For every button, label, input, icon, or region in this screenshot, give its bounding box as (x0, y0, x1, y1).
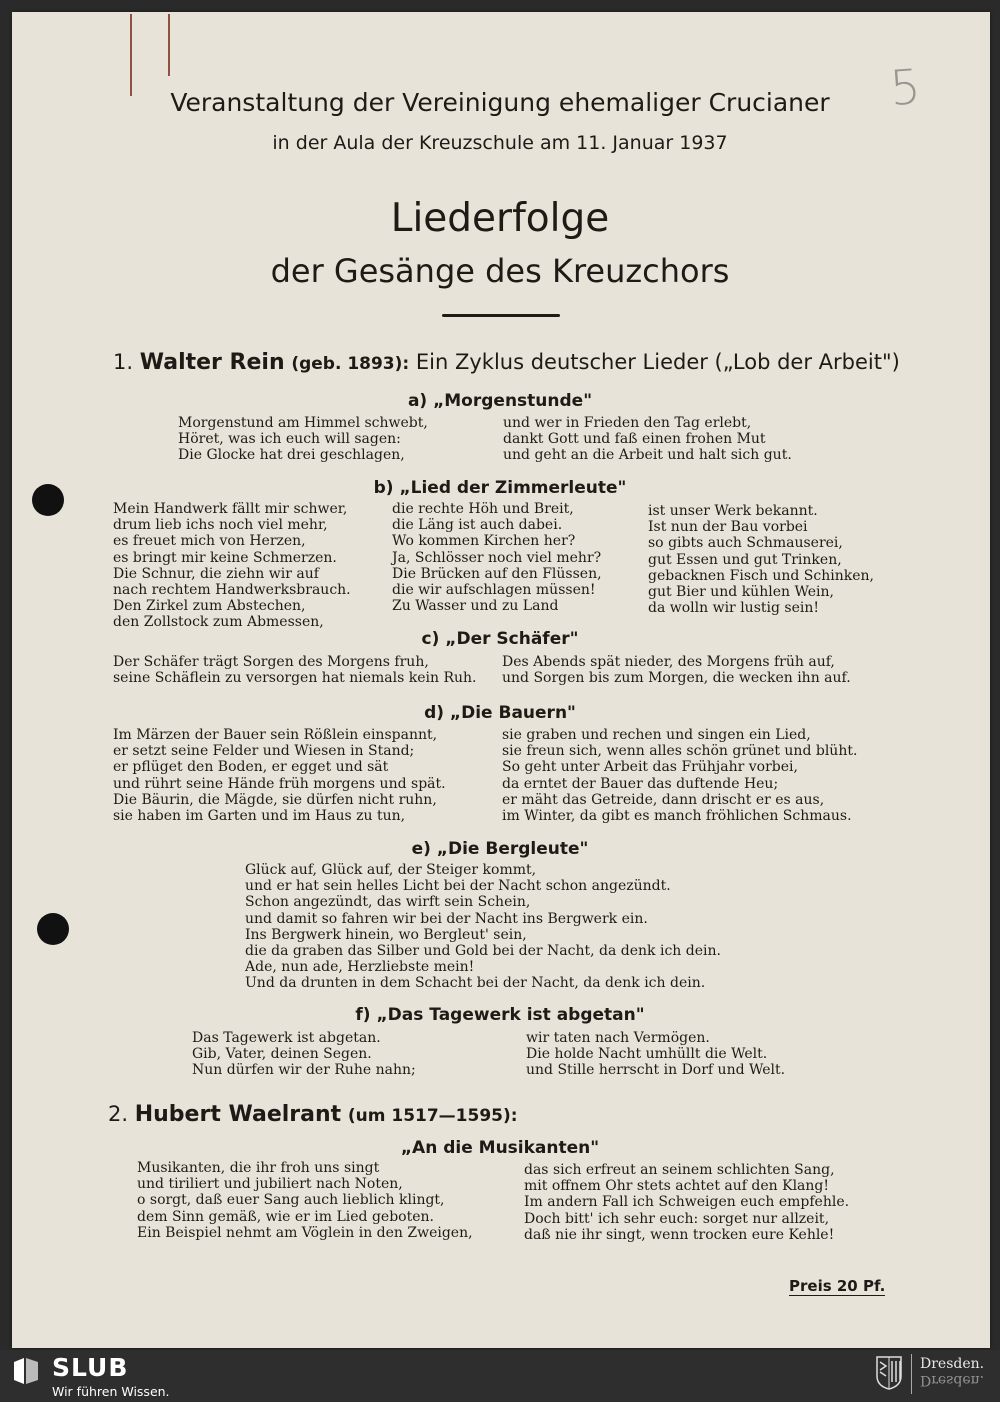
pencil-mark (168, 14, 170, 76)
verse-line: er pflüget den Boden, er egget und sät (113, 759, 389, 776)
verse-line: und er hat sein helles Licht bei der Nacht schon angezündt. (245, 878, 671, 895)
verse-line: gut Essen und gut Trinken, (648, 551, 842, 568)
composer-dates: (um 1517—1595): (347, 1106, 518, 1126)
verse-line: da wolln wir lustig sein! (648, 600, 819, 617)
verse-line: Die Glocke hat drei geschlagen, (178, 447, 405, 464)
footer-separator (911, 1354, 912, 1394)
song-f-col2 (526, 1030, 785, 1079)
verse-line: es freuet mich von Herzen, (113, 533, 306, 550)
section-number: 1. (113, 350, 134, 374)
section-number: 2. (108, 1102, 129, 1126)
composer-name: Hubert Waelrant (134, 1102, 342, 1127)
viewer-footer (0, 1350, 1000, 1402)
footer-brand[interactable]: SLUB (52, 1353, 129, 1382)
verse-line: es bringt mir keine Schmerzen. (113, 549, 337, 566)
verse-line: Morgenstund am Himmel schwebt, (178, 415, 428, 431)
verse-line: Mein Handwerk fällt mir schwer, (113, 501, 348, 517)
song-f-col1 (192, 1030, 416, 1079)
page-subtitle: der Gesänge des Kreuzchors (270, 252, 730, 290)
composer-name: Walter Rein (139, 350, 285, 375)
verse-line: Die holde Nacht umhüllt die Welt. (526, 1046, 768, 1063)
verse-line: und damit so fahren wir bei der Nacht ins Bergwerk ein. (245, 910, 648, 927)
verse-line: Die Schnur, die ziehn wir auf (113, 565, 319, 582)
verse-line: und tiriliert und jubiliert nach Noten, (137, 1176, 403, 1193)
event-title: Veranstaltung der Vereinigung ehemaliger Crucianer (170, 88, 830, 117)
song-musikanten-col1 (137, 1160, 473, 1241)
work-title: Ein Zyklus deutscher Lieder („Lob der Arbeit") (415, 350, 900, 374)
footer-city[interactable]: Dresden. (920, 1356, 985, 1372)
song-heading-a: a) „Morgenstunde" (407, 391, 593, 411)
song-a-col1 (178, 415, 428, 464)
verse-line: So geht unter Arbeit das Frühjahr vorbei, (502, 759, 798, 776)
verse-line: gebacknen Fisch und Schinken, (648, 567, 874, 584)
verse-line: Ein Beispiel nehmt am Vöglein in den Zweigen, (137, 1224, 473, 1241)
pencil-mark (130, 14, 132, 96)
verse-line: gut Bier und kühlen Wein, (648, 584, 834, 601)
verse-line: Zu Wasser und zu Land (392, 598, 559, 615)
song-heading-d: d) „Die Bauern" (424, 703, 576, 723)
song-a-col2 (503, 415, 792, 464)
verse-line: seine Schäflein zu versorgen hat niemals kein Ruh. (113, 670, 477, 687)
event-venue: in der Aula der Kreuzschule am 11. Januar 1937 (272, 132, 728, 154)
verse-line: und rührt seine Hände früh morgens und spät. (113, 775, 446, 792)
verse-line: Nun dürfen wir der Ruhe nahn; (192, 1062, 416, 1079)
verse-line: Musikanten, die ihr froh uns singt (137, 1160, 380, 1176)
verse-line: sie freun sich, wenn alles schön grünet und blüht. (502, 743, 858, 760)
verse-line: sie haben im Garten und im Haus zu tun, (113, 808, 406, 825)
composer-dates: (geb. 1893): (291, 354, 410, 374)
verse-line: und Stille herrscht in Dorf und Welt. (526, 1062, 786, 1079)
verse-line: den Zollstock zum Abmessen, (113, 614, 324, 631)
verse-line: Das Tagewerk ist abgetan. (192, 1030, 381, 1046)
verse-line: daß nie ihr singt, wenn trocken eure Kehle! (524, 1226, 835, 1243)
verse-line: Doch bitt' ich sehr euch: sorget nur allzeit, (524, 1210, 830, 1227)
verse-line: die wir aufschlagen müssen! (392, 582, 596, 599)
verse-line: Höret, was ich euch will sagen: (178, 431, 401, 448)
footer-tagline: Wir führen Wissen. (52, 1384, 170, 1399)
page-title: Liederfolge (390, 196, 610, 241)
song-d-col1 (113, 727, 446, 824)
verse-line: mit offnem Ohr stets achtet auf den Klang! (524, 1178, 830, 1195)
verse-line: Schon angezündt, das wirft sein Schein, (245, 894, 531, 911)
verse-line: Der Schäfer trägt Sorgen des Morgens fruh, (113, 654, 429, 670)
song-d-col2 (502, 727, 857, 824)
verse-line: die rechte Höh und Breit, (392, 501, 574, 517)
song-heading-f: f) „Das Tagewerk ist abgetan" (355, 1005, 645, 1025)
song-c-col2 (502, 654, 851, 686)
verse-line: Den Zirkel zum Abstechen, (113, 598, 306, 615)
slub-logo-icon (12, 1356, 40, 1386)
verse-line: wir taten nach Vermögen. (526, 1030, 710, 1046)
song-musikanten-col2 (524, 1162, 849, 1243)
verse-line: Die Bäurin, die Mägde, sie dürfen nicht ruhn, (113, 791, 437, 808)
verse-line: und Sorgen bis zum Morgen, die wecken ihn auf. (502, 670, 851, 687)
song-b-col2 (392, 501, 602, 614)
divider (442, 314, 560, 317)
verse-line: im Winter, da gibt es manch fröhlichen Schmaus. (502, 808, 852, 825)
footer-city-reflection: Dresden. (920, 1372, 985, 1388)
verse-line: Glück auf, Glück auf, der Steiger kommt, (245, 862, 537, 878)
punch-hole-top (32, 484, 64, 516)
verse-line: und geht an die Arbeit und halt sich gut. (503, 447, 792, 464)
song-heading-musikanten: „An die Musikanten" (400, 1138, 600, 1158)
page-mark: 5 (888, 59, 923, 117)
punch-hole-bottom (37, 913, 69, 945)
verse-line: nach rechtem Handwerksbrauch. (113, 582, 351, 599)
verse-line: er setzt seine Felder und Wiesen in Stand; (113, 743, 415, 760)
verse-line: so gibts auch Schmauserei, (648, 535, 843, 552)
verse-line: Ade, nun ade, Herzliebste mein! (245, 959, 475, 976)
verse-line: drum lieb ichs noch viel mehr, (113, 517, 328, 534)
verse-line: ist unser Werk bekannt. (648, 503, 818, 519)
song-e-text (245, 862, 721, 992)
verse-line: Die Brücken auf den Flüssen, (392, 565, 602, 582)
verse-line: da erntet der Bauer das duftende Heu; (502, 775, 779, 792)
price-label: Preis 20 Pf. (789, 1277, 886, 1295)
verse-line: Ins Bergwerk hinein, wo Bergleut' sein, (245, 926, 527, 943)
verse-line: und wer in Frieden den Tag erlebt, (503, 415, 752, 431)
section1-heading (113, 350, 900, 375)
verse-line: Gib, Vater, deinen Segen. (192, 1046, 372, 1063)
verse-line: dankt Gott und faß einen frohen Mut (503, 431, 766, 448)
verse-line: die Läng ist auch dabei. (392, 517, 563, 534)
verse-line: o sorgt, daß euer Sang auch lieblich klingt, (137, 1192, 445, 1209)
verse-line: er mäht das Getreide, dann drischt er es aus, (502, 791, 825, 808)
verse-line: Ja, Schlösser noch viel mehr? (392, 549, 602, 566)
verse-line: Im Märzen der Bauer sein Rößlein einspannt, (113, 727, 438, 743)
song-b-col1 (113, 501, 351, 631)
verse-line: Und da drunten in dem Schacht bei der Nacht, da denk ich dein. (245, 975, 706, 992)
verse-line: sie graben und rechen und singen ein Lied, (502, 727, 811, 743)
verse-line: dem Sinn gemäß, wie er im Lied geboten. (137, 1208, 434, 1225)
song-heading-b: b) „Lied der Zimmerleute" (373, 478, 627, 498)
dresden-crest-icon (876, 1356, 902, 1390)
song-b-col3 (648, 503, 874, 616)
section2-heading (108, 1102, 518, 1127)
verse-line: das sich erfreut an seinem schlichten Sang, (524, 1162, 835, 1178)
verse-line: Wo kommen Kirchen her? (392, 533, 576, 550)
song-heading-e: e) „Die Bergleute" (411, 839, 589, 859)
verse-line: Im andern Fall ich Schweigen euch empfehle. (524, 1194, 850, 1211)
song-c-col1 (113, 654, 477, 686)
verse-line: Ist nun der Bau vorbei (648, 519, 808, 536)
verse-line: Des Abends spät nieder, des Morgens früh auf, (502, 654, 835, 670)
song-heading-c: c) „Der Schäfer" (421, 629, 579, 649)
verse-line: die da graben das Silber und Gold bei der Nacht, da denk ich dein. (245, 943, 721, 960)
